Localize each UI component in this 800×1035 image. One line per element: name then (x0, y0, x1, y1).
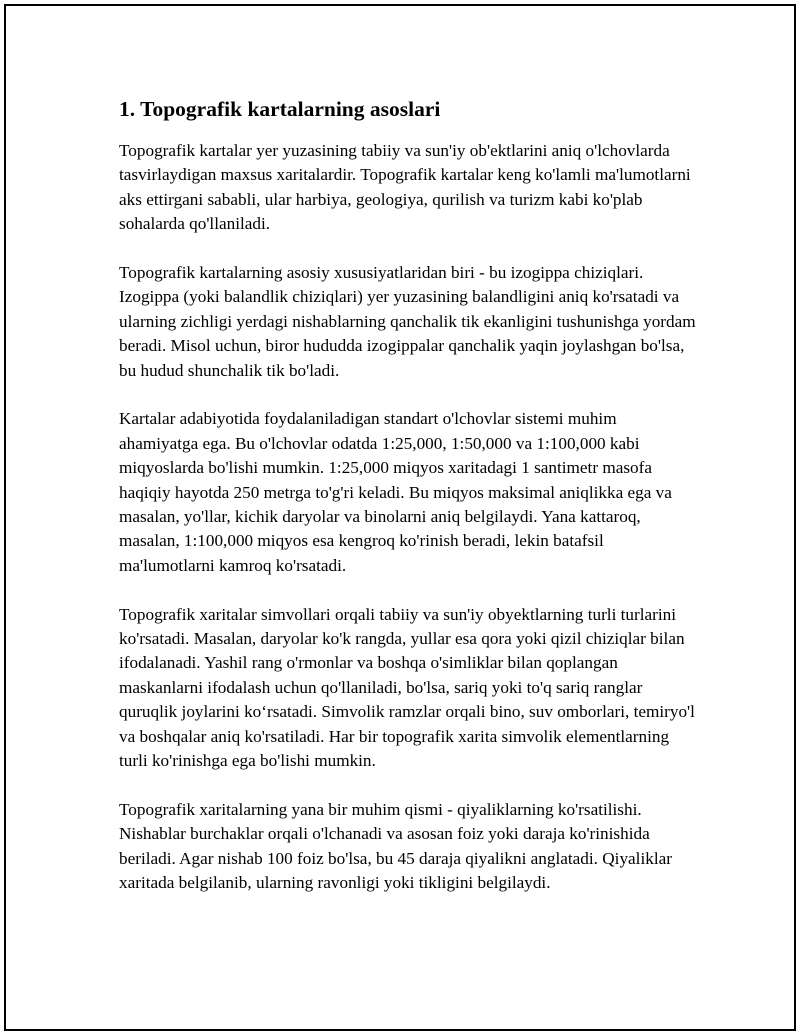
page-frame (4, 4, 796, 1031)
document-body (119, 95, 699, 920)
paragraph-scales: Kartalar adabiyotida foydalaniladigan standart o'lchovlar sistemi muhim ahamiyatga ega. Bu o'lchovlar odatda 1:25,000, 1:50,000 va 1:100,000 kabi miqyoslarda bo'lishi mumkin. 1:25,000 miqyos xaritadagi 1 santimetr masofa haqiqiy hayotda 250 metrga to'g'ri keladi. Bu miqyos maksimal aniqlikka ega va masalan, yo'llar, kichik daryolar va binolarni aniq belgilaydi. Yana kattaroq, masalan, 1:100,000 miqyos esa kengroq ko'rinish beradi, lekin batafsil ma'lumotlarni kamroq ko'rsatadi. (119, 409, 672, 575)
paragraph-symbols: Topografik xaritalar simvollari orqali tabiiy va sun'iy obyektlarning turli turlarini ko'rsatadi. Masalan, daryolar ko'k rangda, yullar esa qora yoki qizil chiziqlar bilan ifodalanadi. Yashil rang o'rmonlar va boshqa o'simliklar bilan qoplangan maskanlarni ifodalash uchun qo'llaniladi, bo'lsa, sariq yoki to'q sariq ranglar quruqlik joylarini ko‘rsatadi. Simvolik ramzlar orqali bino, suv omborlari, temiryo'l va boshqalar aniq ko'rsatiladi. Har bir topografik xarita simvolik elementlarning turli ko'rinishga ega bo'lishi mumkin. (119, 604, 695, 771)
paragraph-contour-lines: Topografik kartalarning asosiy xususiyatlaridan biri - bu izogippa chiziqlari. Izogippa (yoki balandlik chiziqlari) yer yuzasining balandligini aniq ko'rsatadi va ularning zichligi yerdagi nishablarning qanchalik tik ekanligini tushunishga yordam beradi. Misol uchun, biror hududda izogippalar qanchalik yaqin joylashgan bo'lsa, bu hudud shunchalik tik bo'ladi. (119, 263, 696, 380)
paragraph-slopes: Topografik xaritalarning yana bir muhim qismi - qiyaliklarning ko'rsatilishi. Nishablar burchaklar orqali o'lchanadi va asosan foiz yoki daraja ko'rinishida beriladi. Agar nishab 100 foiz bo'lsa, bu 45 daraja qiyalikni anglatadi. Qiyaliklar xaritada belgilanib, ularning ravonligi yoki tikligini belgilaydi. (119, 799, 672, 893)
paragraph-intro: Topografik kartalar yer yuzasining tabiiy va sun'iy ob'ektlarini aniq o'lchovlarda tasvirlaydigan maxsus xaritalardir. Topografik kartalar keng ko'lamli ma'lumotlarni aks ettirgani sababli, ular harbiya, geologiya, qurilish va turizm kabi ko'plab sohalarda qo'llaniladi. (119, 141, 691, 234)
document-title: 1. Topografik kartalarning asoslari (119, 97, 441, 121)
